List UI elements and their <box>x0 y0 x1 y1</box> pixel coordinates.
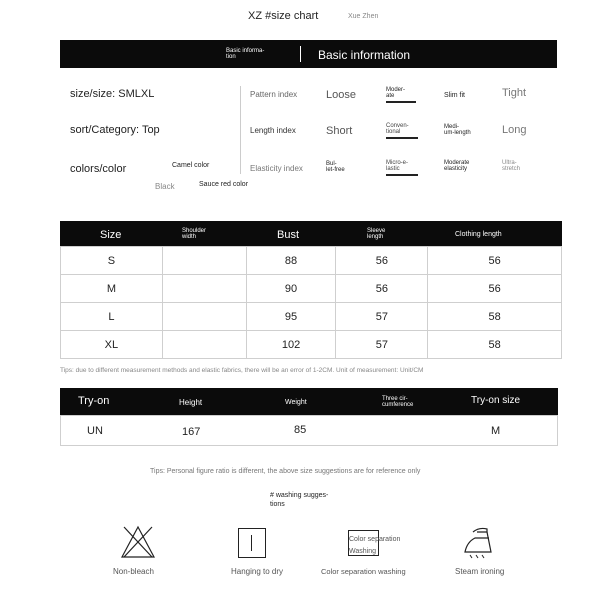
size-label: size/size: SMLXL <box>70 88 155 100</box>
header-tryon: Try-on <box>78 395 110 407</box>
elasticity-option-ultra: Ultra- stretch <box>502 160 521 172</box>
pattern-option-moderate: Moder- ate <box>386 87 416 103</box>
header-sleeve: Sleeve length <box>367 228 386 240</box>
header-shoulder: Shoulder width <box>182 228 207 240</box>
cell-sleeve: 57 <box>336 303 428 331</box>
elasticity-option-micro: Micro-e- lastic <box>386 160 418 176</box>
tryon-size: M <box>491 425 501 437</box>
hang-dry-icon <box>238 528 266 558</box>
length-index-label: Length index <box>250 126 296 135</box>
figure-tips: Tips: Personal figure ratio is different, the above size suggestions are for reference only <box>150 468 421 475</box>
tryon-table-header <box>60 388 558 415</box>
cell-bust: 95 <box>246 303 336 331</box>
steam-iron-icon <box>461 524 497 560</box>
table-row <box>61 275 562 303</box>
basic-info-divider <box>300 46 301 62</box>
table-row <box>61 247 562 275</box>
tryon-weight: 85 <box>294 424 307 436</box>
color-option-black: Black <box>155 182 175 191</box>
length-option-conventional: Conven- tional <box>386 123 418 139</box>
pattern-index-label: Pattern index <box>250 90 298 99</box>
cell-size: XL <box>61 331 163 359</box>
page-title: XZ #size chart <box>248 10 319 22</box>
washing-title: # washing sugges- tions <box>270 492 329 508</box>
tryon-height: 167 <box>182 426 201 438</box>
brand-name: Xue Zhen <box>348 13 379 20</box>
cell-length: 58 <box>428 303 562 331</box>
basic-info-bar <box>60 40 557 68</box>
color-option-camel: Camel color <box>172 162 210 169</box>
length-option-short: Short <box>326 125 353 137</box>
color-option-sauce-red: Sauce red color <box>199 181 249 188</box>
header-bust: Bust <box>277 229 300 241</box>
cell-length: 58 <box>428 331 562 359</box>
elasticity-option-bullet-free: Bul- let-free <box>326 161 345 173</box>
info-divider <box>240 86 241 174</box>
cell-bust: 90 <box>246 275 336 303</box>
color-separation-icon-text: Color separation Washing <box>349 536 401 555</box>
header-tryon-size: Try-on size <box>471 395 521 406</box>
cell-sleeve: 57 <box>336 331 428 359</box>
colors-label: colors/color <box>70 163 127 175</box>
pattern-option-slim: Slim fit <box>444 92 465 99</box>
non-bleach-label: Non-bleach <box>113 567 154 576</box>
cell-shoulder <box>162 331 246 359</box>
cell-shoulder <box>162 247 246 275</box>
elasticity-option-moderate: Moderate elasticity <box>444 160 470 172</box>
cell-shoulder <box>162 303 246 331</box>
cell-bust: 102 <box>246 331 336 359</box>
pattern-option-loose: Loose <box>326 89 356 101</box>
steam-iron-label: Steam ironing <box>455 567 505 576</box>
cell-sleeve: 56 <box>336 275 428 303</box>
pattern-option-tight: Tight <box>502 87 527 99</box>
color-separation-label: Color separation washing <box>321 567 406 576</box>
elasticity-index-label: Elasticity index <box>250 164 303 173</box>
table-row <box>61 303 562 331</box>
header-weight: Weight <box>285 399 307 406</box>
length-option-long: Long <box>502 124 527 136</box>
size-table-header <box>60 221 562 246</box>
measurement-tips: Tips: due to different measurement methods and elastic fabrics, there will be an error of 1-2CM. Unit of measurement: Unit/CM <box>60 367 424 374</box>
length-option-medium: Medi- um-length <box>444 124 471 136</box>
header-height: Height <box>179 398 203 407</box>
size-table <box>60 246 562 359</box>
cell-size: M <box>61 275 163 303</box>
header-size: Size <box>100 229 122 241</box>
header-clothing-length: Clothing length <box>455 231 502 238</box>
table-row <box>61 331 562 359</box>
cell-bust: 88 <box>246 247 336 275</box>
basic-info-title: Basic information <box>318 48 411 62</box>
tryon-name: UN <box>87 425 103 437</box>
tryon-row <box>60 415 558 446</box>
header-three-circumference: Three cir- cumference <box>382 396 414 408</box>
cell-shoulder <box>162 275 246 303</box>
cell-length: 56 <box>428 247 562 275</box>
cell-sleeve: 56 <box>336 247 428 275</box>
non-bleach-icon <box>120 525 156 559</box>
basic-info-side-label: Basic informa- tion <box>226 48 265 60</box>
cell-length: 56 <box>428 275 562 303</box>
cell-size: L <box>61 303 163 331</box>
category-label: sort/Category: Top <box>70 124 160 136</box>
cell-size: S <box>61 247 163 275</box>
hang-dry-label: Hanging to dry <box>231 567 284 576</box>
